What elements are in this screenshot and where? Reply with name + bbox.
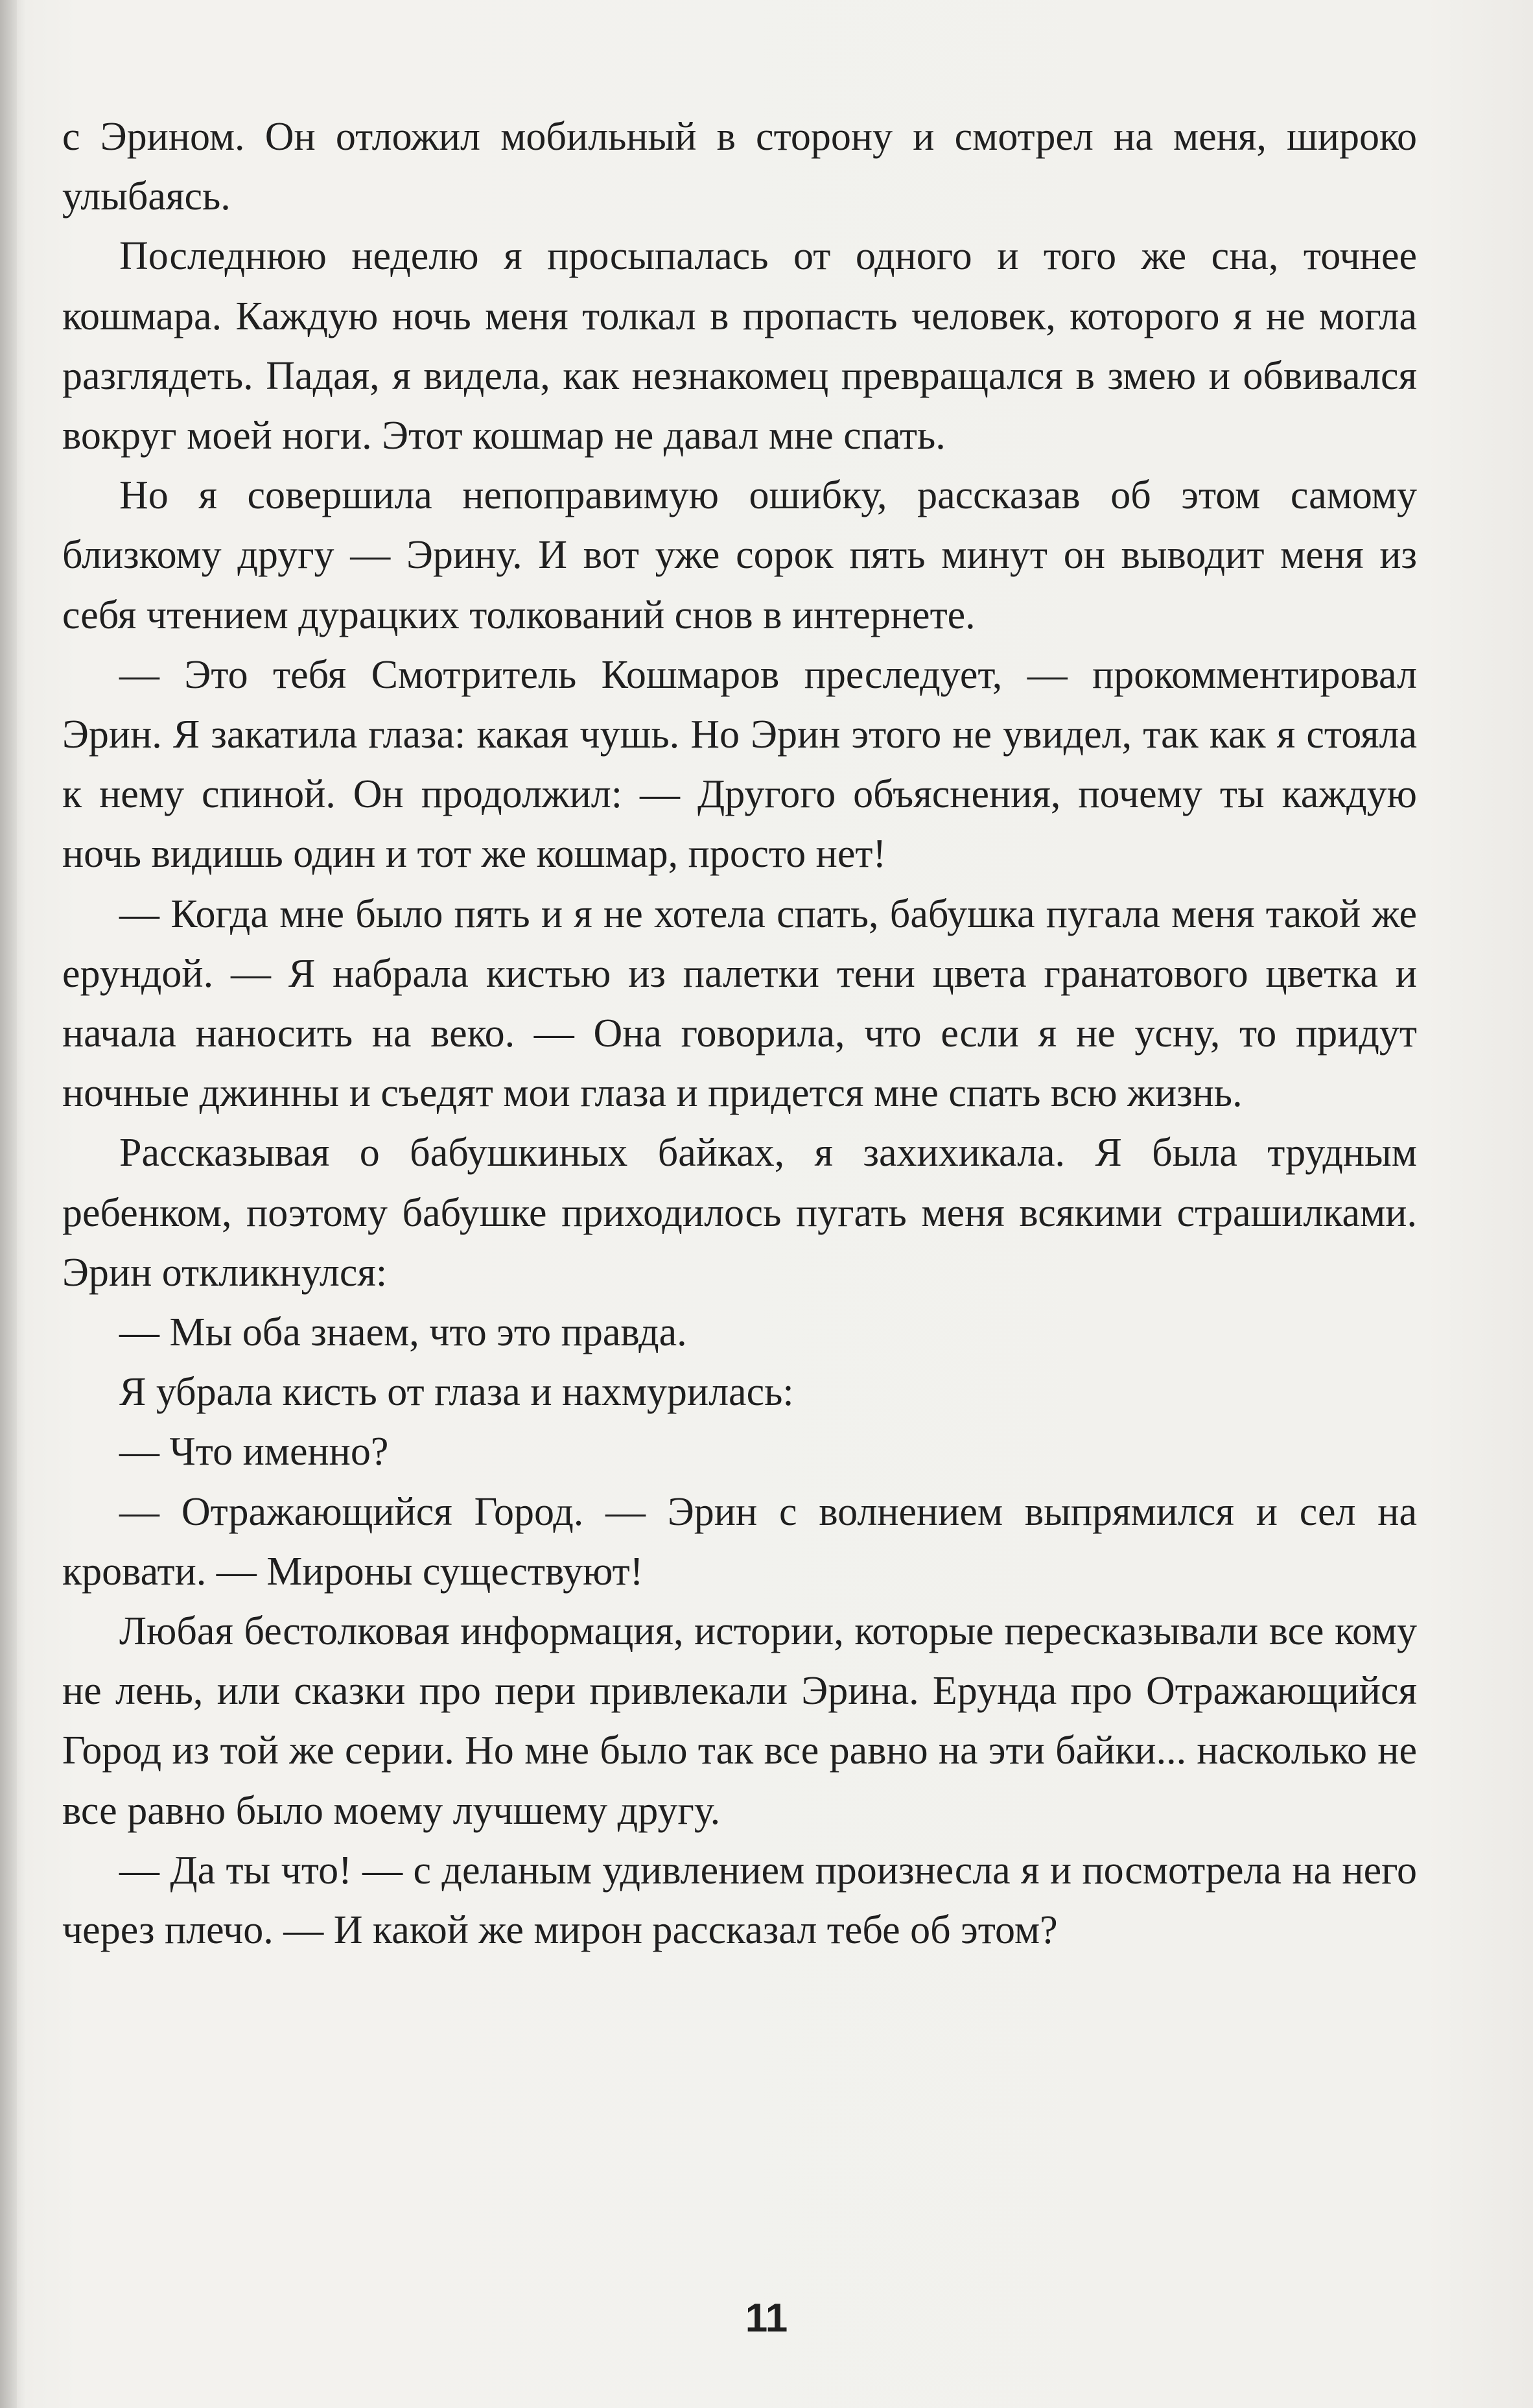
paragraph-1: с Эрином. Он отложил мобильный в сторону и смотрел на меня, широко улыбаясь.	[62, 115, 1417, 219]
paragraph-9: — Что именно?	[119, 1430, 389, 1474]
paragraph-11: Любая бестолковая информация, истории, которые пересказывали все кому не лень, или сказки про пери привлекали Эрина. Ерунда про Отражающийся Город из той же серии. Но мне было так все равно на эти байки... насколько не все равно было моему лучшему другу.	[62, 1609, 1417, 1833]
paragraph-7: — Мы оба знаем, что это правда.	[119, 1310, 687, 1355]
binding-gutter	[0, 0, 17, 2408]
paragraph-5: — Когда мне было пять и я не хотела спать, бабушка пугала меня такой же ерундой. — Я набрала кистью из палетки тени цвета гранатового цветка и начала наносить на веко. — Она говорила, что если я не усну, то придут ночные джинны и съедят мои глаза и придется мне спать всю жизнь.	[62, 891, 1417, 1116]
paragraph-12: — Да ты что! — с деланым удивлением произнесла я и посмотрела на него через плечо. — И какой же мирон рассказал тебе об этом?	[62, 1848, 1417, 1953]
page-number: 11	[745, 2296, 788, 2341]
paragraph-8: Я убрала кисть от глаза и нахмурилась:	[119, 1370, 794, 1415]
paragraph-10: — Отражающийся Город. — Эрин с волнением выпрямился и сел на кровати. — Мироны существуют!	[62, 1489, 1417, 1594]
paragraph-3: Но я совершила непоправимую ошибку, рассказав об этом самому близкому другу — Эрину. И вот уже сорок пять минут он выводит меня из себя чтением дурацких толкований снов в интернете.	[62, 473, 1417, 637]
paragraph-4: — Это тебя Смотритель Кошмаров преследует, — прокомментировал Эрин. Я закатила глаза: какая чушь. Но Эрин этого не увидел, так как я стояла к нему спиной. Он продолжил: — Другого объяснения, почему ты каждую ночь видишь один и тот же кошмар, просто нет!	[62, 652, 1417, 877]
paragraph-2: Последнюю неделю я просыпалась от одного и того же сна, точнее кошмара. Каждую ночь меня толкал в пропасть человек, которого я не могла разглядеть. Падая, я видела, как незнакомец превращался в змею и обвивался вокруг моей ноги. Этот кошмар не давал мне спать.	[62, 234, 1417, 458]
page-text	[62, 107, 1417, 1960]
paragraph-6: Рассказывая о бабушкиных байках, я захихикала. Я была трудным ребенком, поэтому бабушке приходилось пугать меня всякими страшилками. Эрин откликнулся:	[62, 1131, 1417, 1295]
